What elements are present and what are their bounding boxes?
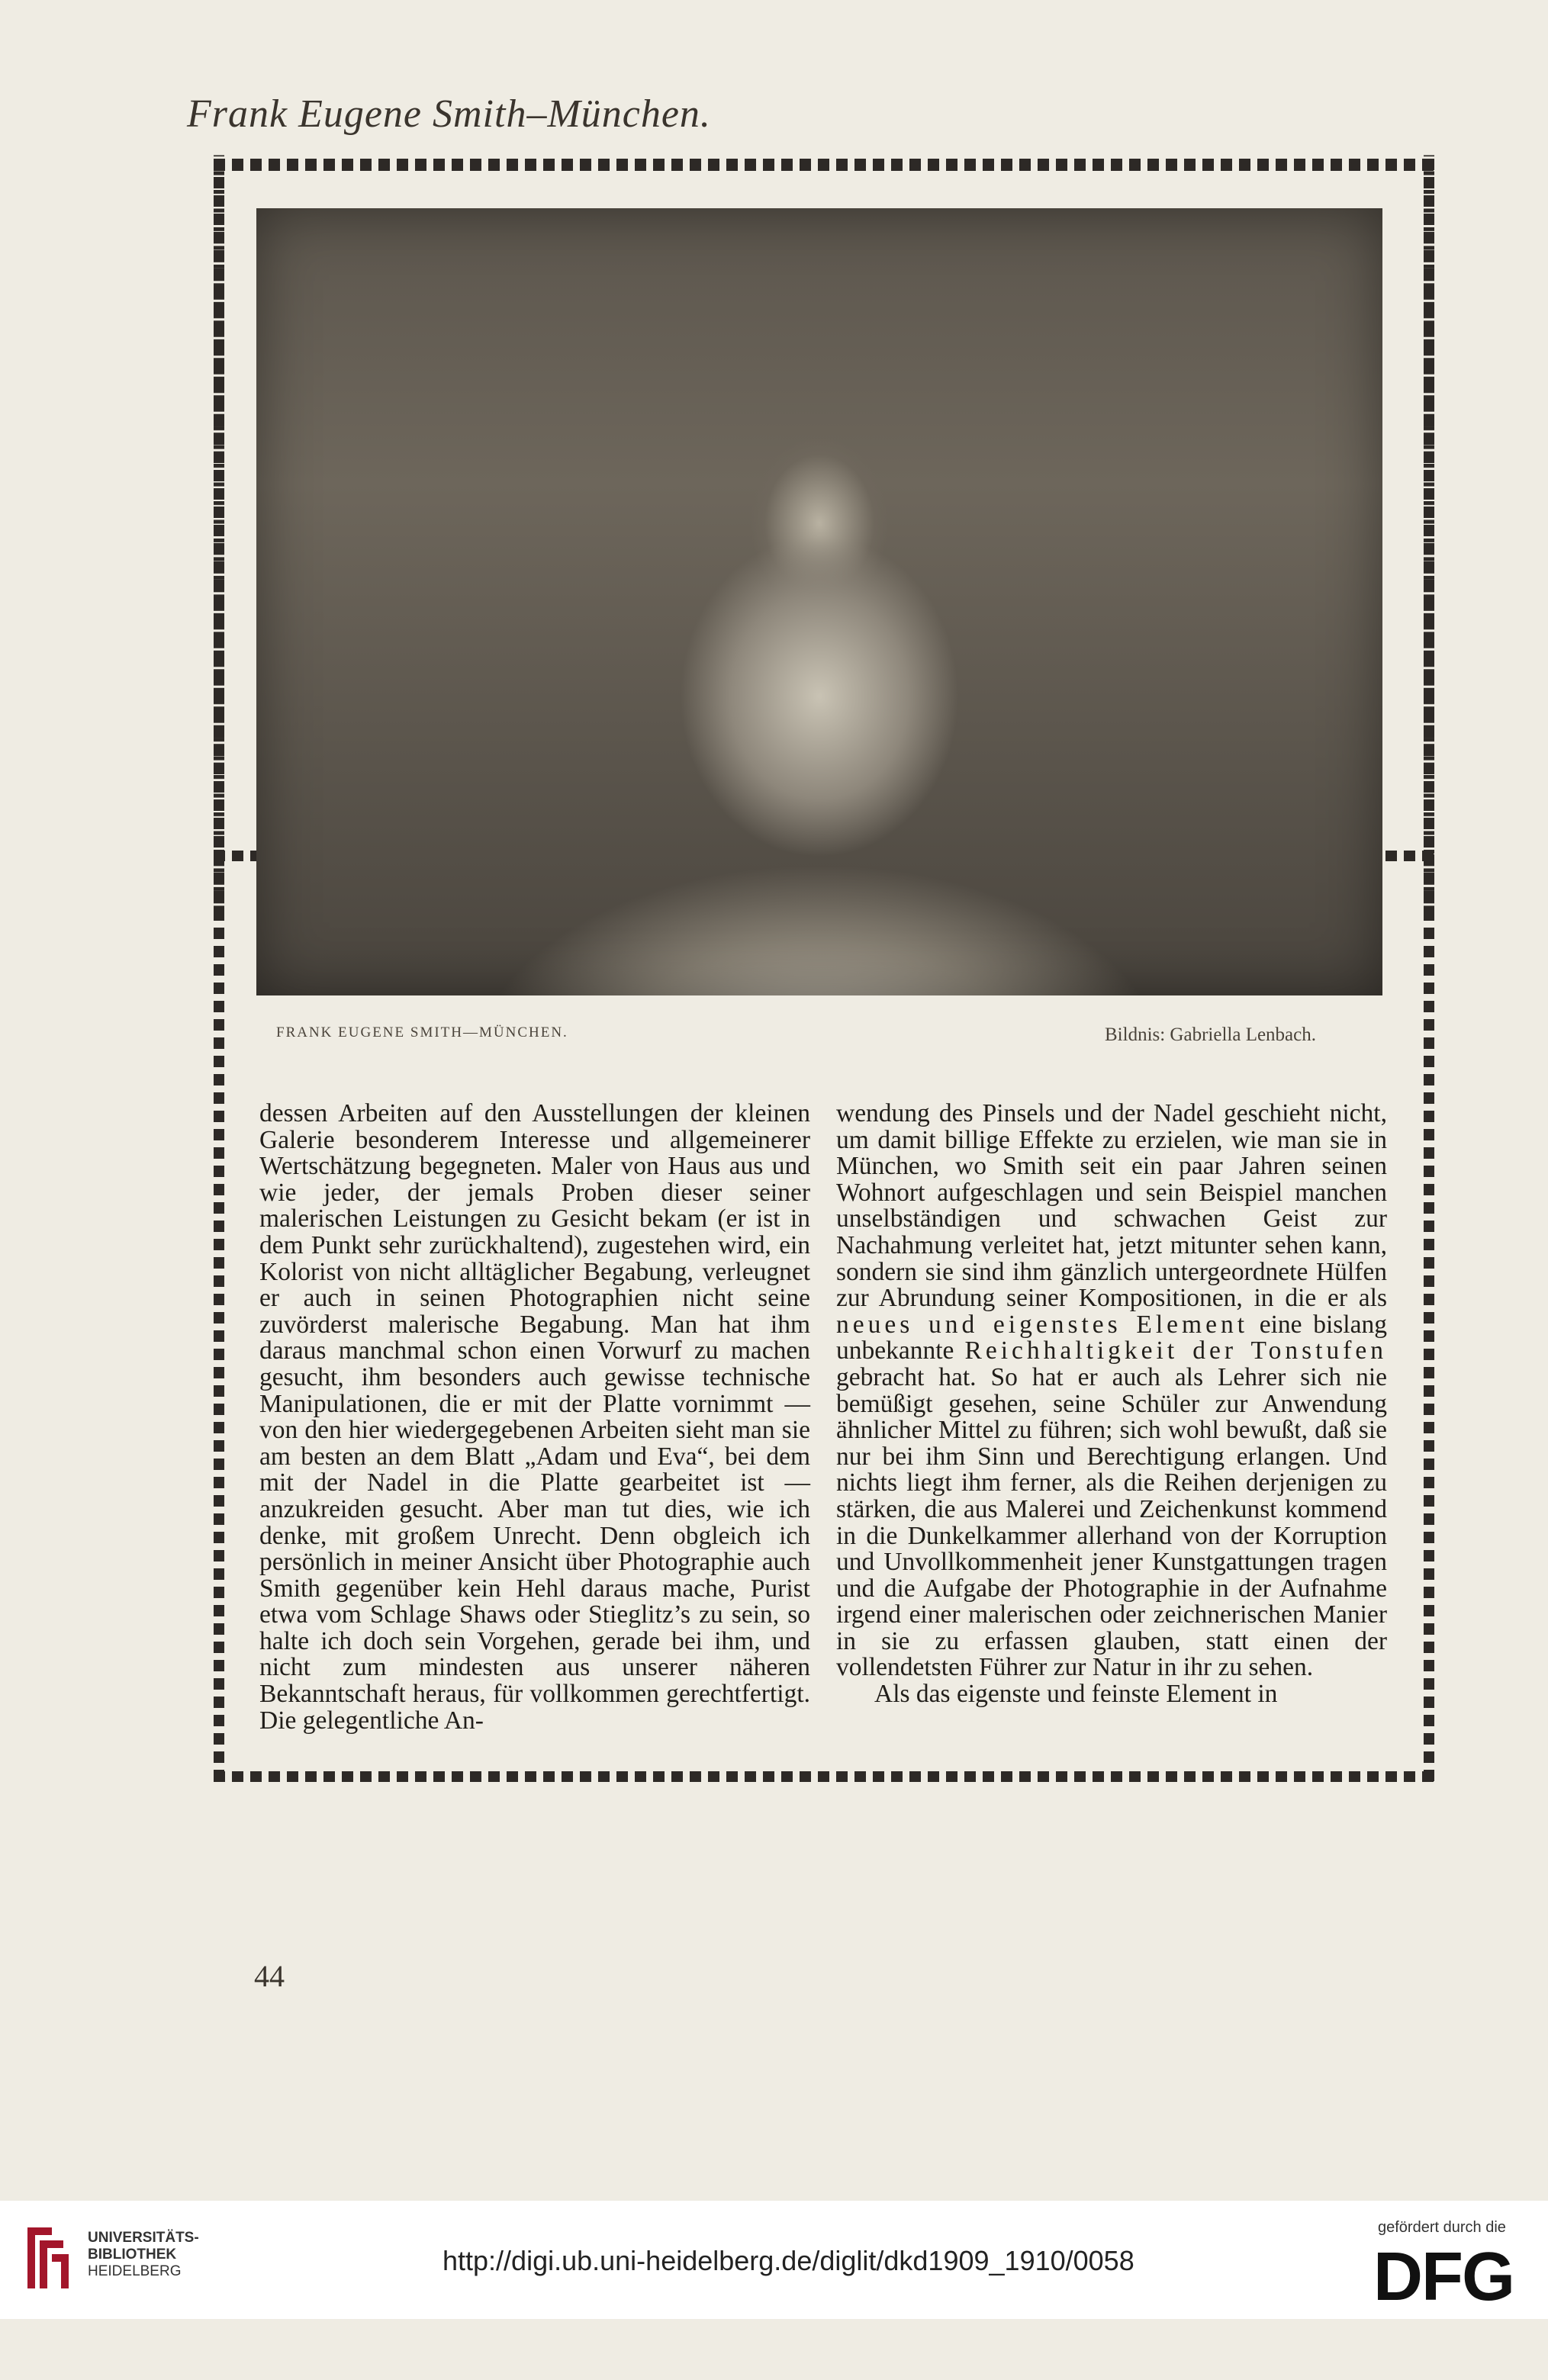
running-title: Frank Eugene Smith–München.	[187, 92, 711, 136]
photo-caption-title: Bildnis: Gabriella Lenbach.	[1105, 1024, 1317, 1045]
text-run: eine bislang unbekannte	[836, 1310, 1387, 1365]
library-name-line: HEIDELBERG	[88, 2263, 182, 2279]
border-bottom	[214, 1771, 1434, 1782]
paragraph: dessen Arbeiten auf den Ausstellungen der kleinen Galerie besonderem Interesse und allgemeinerer Wertschätzung begegneten. Maler von Haus aus und wie jeder, der jemals Proben dieser seiner malerischen Leistungen zu Gesicht bekam (er ist in dem Punkt sehr zurückhaltend), zugestehen wird, ein Kolorist von nicht alltäglicher Begabung, verleugnet er auch in seinen Photographien nicht seine zuvörderst malerische Begabung. Man hat ihm daraus manchmal schon einen Vorwurf zu machen gesucht, ihm besonders auch gewisse technische Manipulationen, die er mit der Platte vornimmt — von den hier wiedergegebenen Arbeiten sieht man sie am besten an dem Blatt „Adam und Eva“, bei dem mit der Nadel in die Platte gearbeitet ist — anzukreiden gesucht. Aber man tut dies, wie ich denke, mit großem Unrecht. Denn obgleich ich persönlich in meiner Ansicht über Photographie auch Smith gegenüber kein Hehl daraus mache, Purist etwa vom Schlage Shaws oder Stieglitz’s zu sein, so halte ich doch sein Vorgehen, gerade bei ihm, und nicht zum mindesten aus unserer näheren Bekanntschaft heraus, für vollkommen gerechtfertigt. Die gelegentliche An-	[259, 1099, 810, 1735]
text-column-left	[259, 1101, 810, 1734]
text-column-right	[836, 1101, 1387, 1708]
spaced-emphasis: Reichhaltigkeit der Tonstufen	[964, 1336, 1387, 1365]
photograph	[256, 208, 1382, 995]
paragraph: Als das eigenste und feinste Element in	[874, 1680, 1278, 1709]
paragraph	[836, 1101, 1387, 1681]
source-url-link[interactable]: http://digi.ub.uni-heidelberg.de/diglit/dkd1909_1910/0058	[443, 2245, 1134, 2276]
text-run: gebracht hat. So hat er auch als Lehrer sich nie bemüßigt gesehen, seine Schüler zur Anwendung ähnlicher Mittel zu führen; sich wohl bewußt, daß sie nur bei ihm Sinn und Berechtigung erlangen. Und nichts liegt ihm ferner, als die Reihen derjenigen zu stärken, die aus Malerei und Zeichenkunst kommend in die Dunkelkammer allerhand von der Korruption und Unvollkommenheit jener Kunstgattungen tragen und die Aufgabe der Photographie in der Aufnahme irgend einer malerischen oder zeichnerischen Manier in sie zu erfassen glauben, statt einen der vollendetsten Führer zur Natur in ihr zu sehen.	[836, 1362, 1387, 1682]
text-run: wendung des Pinsels und der Nadel geschieht nicht, um damit billige Effekte zu erzielen, wie man sie in München, wo Smith seit ein paar Jahren seinen Wohnort aufgeschlagen und sein Beispiel manchen unselbständigen und schwachen Geist zur Nachahmung verleitet hat, jetzt mitunter sehen kann, sondern sie sind ihm gänzlich untergeordnete Hülfen zur Abrundung seiner Kompositionen, in die er als	[836, 1099, 1387, 1313]
border-left	[214, 159, 224, 1782]
library-name-line: BIBLIOTHEK	[88, 2247, 177, 2263]
funded-by-label: gefördert durch die	[1378, 2219, 1506, 2236]
library-name	[88, 2230, 199, 2280]
photo-caption-credit: FRANK EUGENE SMITH—MÜNCHEN.	[276, 1024, 568, 1040]
border-right	[1424, 159, 1434, 1782]
border-top	[214, 159, 1434, 169]
spaced-emphasis: neues und eigenstes Element	[836, 1310, 1249, 1339]
footer	[0, 2201, 1548, 2319]
page-number: 44	[254, 1959, 285, 1993]
library-name-line: UNIVERSITÄTS-	[88, 2230, 199, 2246]
library-logo-icon	[21, 2224, 75, 2292]
dfg-logo: DFG	[1373, 2239, 1514, 2315]
